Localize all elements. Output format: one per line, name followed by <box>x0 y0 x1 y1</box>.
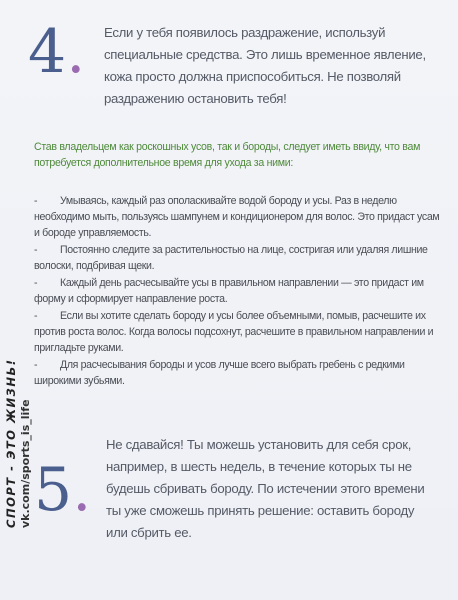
side-watermark <box>4 268 34 528</box>
list-item-text: Умываясь, каждый раз ополаскивайте водой бороду и усы. Раз в неделю необходимо мыть, пользуясь шампунем и кондиционером для волос. Это придаст усам и бороде управляемость. <box>34 195 440 239</box>
tip-number-5-digit: 5 <box>34 455 73 525</box>
list-item-text: Постоянно следите за растительностью на лице, состригая или удаляя лишние волоски, подбривая щеки. <box>34 244 428 272</box>
list-item <box>34 242 442 274</box>
tip-number-4-dot: . <box>66 17 86 87</box>
list-dash: - <box>34 359 38 371</box>
watermark-rotated <box>4 359 33 528</box>
care-list <box>34 193 442 390</box>
list-item <box>34 308 442 356</box>
list-item-text: Если вы хотите сделать бороду и усы более объемными, помыв, расчешите их против роста волос. Когда волосы подсохнут, расчешите в правильном направлении и пригладьте руками. <box>34 310 434 354</box>
list-dash: - <box>34 310 38 322</box>
watermark-title: СПОРТ - ЭТО ЖИЗНЬ! <box>4 358 18 528</box>
list-dash: - <box>34 195 38 207</box>
tip-number-5 <box>34 455 92 525</box>
list-item-text: Каждый день расчесывайте усы в правильном направлении — это придаст им форму и сформирует направление роста. <box>34 277 424 305</box>
tip-4-text: Если у тебя появилось раздражение, используй специальные средства. Это лишь временное явление, кожа просто должна приспособиться. Не позволяй раздражению остановить тебя! <box>104 25 426 106</box>
list-item <box>34 275 442 307</box>
care-intro: Став владельцем как роскошных усов, так и бороды, следует иметь ввиду, что вам потребуется дополнительное время для ухода за ними: <box>34 141 421 169</box>
tip-number-4-digit: 4 <box>28 17 67 87</box>
list-item-text: Для расчесывания бороды и усов лучше всего выбрать гребень с редкими широкими зубьями. <box>34 359 405 387</box>
list-item <box>34 193 442 241</box>
tip-5-text: Не сдавайся! Ты можешь установить для себя срок, например, в шесть недель, в течение которых ты не будешь сбривать бороду. По истечении этого времени ты уже сможешь принять решение: оставить бороду или сбрить ее. <box>106 437 425 540</box>
watermark-link: vk.com/sports_is_life <box>19 399 32 528</box>
tip-number-5-dot: . <box>72 455 92 525</box>
list-dash: - <box>34 244 38 256</box>
tip-number-4 <box>28 17 86 87</box>
list-item <box>34 357 442 389</box>
list-dash: - <box>34 277 38 289</box>
